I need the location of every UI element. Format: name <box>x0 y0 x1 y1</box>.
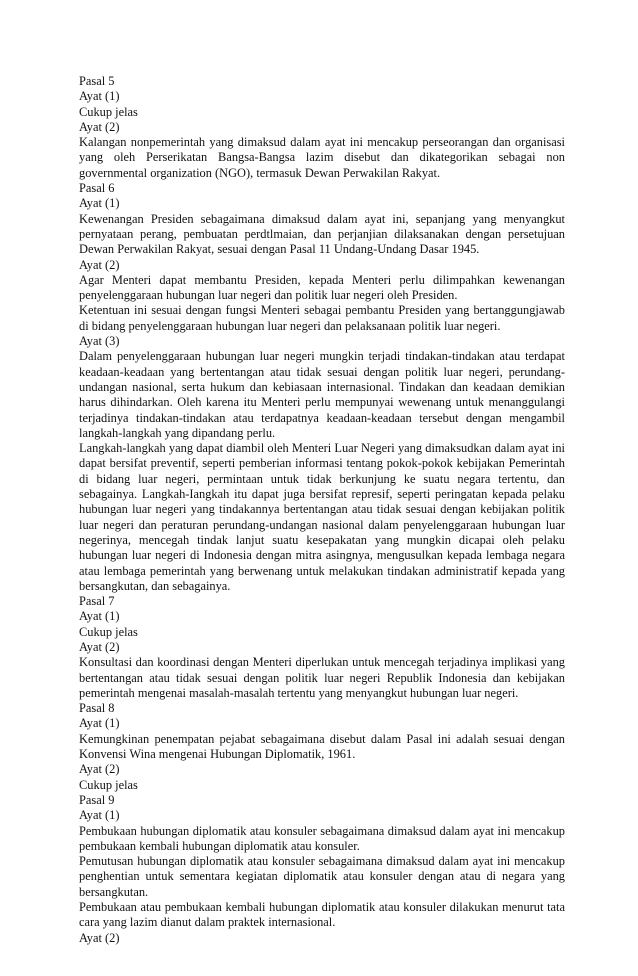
paragraph: Pembukaan atau pembukaan kembali hubungan diplomatik atau konsuler dilakukan menurut tata cara yang lazim dianut dalam praktek internasional. <box>79 900 565 930</box>
plain-text: Cukup jelas <box>79 104 138 119</box>
paragraph: Dalam penyelenggaraan hubungan luar negeri mungkin terjadi tindakan-tindakan atau terdapat keadaan-keadaan yang bertentangan atau tidak sesuai dengan politik luar negeri, perundang-undangan nasional, serta hukum dan kebiasaan internasional. Tindakan dan keadaan demikian harus dihindarkan. Oleh karena itu Menteri perlu mempunyai wewenang untuk menanggulangi terjadinya tindakan-tindakan atau terdapatnya keadaan-keadaan tersebut dengan mengambil langkah-langkah yang dipandang perlu. <box>79 349 565 440</box>
paragraph: Langkah-langkah yang dapat diambil oleh Menteri Luar Negeri yang dimaksudkan dalam ayat ini dapat bersifat preventif, seperti pemberian informasi tentang pokok-pokok kebijakan Pemerintah di bidang luar negeri, permintaan untuk tidak berkunjung ke suatu negara tertentu, dan sebagainya. Langkah-Iangkah itu dapat juga bersifat represif, seperti peringatan kepada pelaku hubungan luar negeri yang tindakannya bertentangan atau tidak sesuai dengan kebijakan politik luar negeri dan peraturan perundang-undangan nasional dalam penyelenggaraan hubungan luar negerinya, mencegah tindak lanjut suatu kesepakatan yang mungkin dicapai oleh pelaku hubungan luar negeri di Indonesia dengan mitra asingnya, mengusulkan kepada lembaga negara atau lembaga pemerintah yang berwenang untuk melakukan tindakan administratif kepada yang bersangkutan, dan sebagainya. <box>79 441 565 593</box>
section-heading: Ayat (2) <box>79 119 120 134</box>
section-heading: Ayat (1) <box>79 196 120 211</box>
document-body <box>79 74 565 946</box>
plain-text: Cukup jelas <box>79 777 138 792</box>
section-heading: Ayat (1) <box>79 716 120 731</box>
section-heading: Ayat (1) <box>79 89 120 104</box>
paragraph: Kalangan nonpemerintah yang dimaksud dalam ayat ini mencakup perseorangan dan organisasi yang oleh Perserikatan Bangsa-Bangsa lazim disebut dan dikategorikan sebagai non governmental organization (NGO), termasuk Dewan Perwakilan Rakyat. <box>79 135 565 180</box>
section-heading: Ayat (2) <box>79 639 120 654</box>
section-heading: Ayat (2) <box>79 930 120 945</box>
section-heading: Ayat (2) <box>79 762 120 777</box>
paragraph: Pembukaan hubungan diplomatik atau konsuler sebagaimana dimaksud dalam ayat ini mencakup pembukaan kembali hubungan diplomatik atau konsuler. <box>79 823 565 853</box>
paragraph: Agar Menteri dapat membantu Presiden, kepada Menteri perlu dilimpahkan kewenangan penyelenggaraan hubungan luar negeri dan politik luar negeri oleh Presiden. <box>79 272 565 303</box>
section-heading: Pasal 6 <box>79 181 115 196</box>
plain-text: Cukup jelas <box>79 624 138 639</box>
section-heading: Ayat (3) <box>79 334 120 349</box>
paragraph: Ketentuan ini sesuai dengan fungsi Menteri sebagai pembantu Presiden yang bertanggungjawab di bidang penyelenggaraan hubungan luar negeri dan pelaksanaan politik luar negeri. <box>79 303 565 333</box>
section-heading: Pasal 5 <box>79 74 115 88</box>
section-heading: Ayat (1) <box>79 609 120 624</box>
paragraph: Pemutusan hubungan diplomatik atau konsuler sebagaimana dimaksud dalam ayat ini mencakup penghentian untuk sementara kegiatan diplomatik atau konsuler dengan atau di negara yang bersangkutan. <box>79 854 565 899</box>
paragraph: Konsultasi dan koordinasi dengan Menteri diperlukan untuk mencegah terjadinya implikasi yang bertentangan atau tidak sesuai dengan politik luar negeri Republik Indonesia dan kebijakan pemerintah mengenai masalah-masalah tertentu yang menyangkut hubungan luar negeri. <box>79 655 565 700</box>
section-heading: Ayat (2) <box>79 257 120 272</box>
section-heading: Ayat (1) <box>79 808 120 823</box>
paragraph: Kemungkinan penempatan pejabat sebagaimana disebut dalam Pasal ini adalah sesuai dengan Konvensi Wina mengenai Hubungan Diplomatik, 1961. <box>79 731 565 762</box>
section-heading: Pasal 7 <box>79 594 115 609</box>
section-heading: Pasal 8 <box>79 701 115 716</box>
section-heading: Pasal 9 <box>79 792 115 807</box>
paragraph: Kewenangan Presiden sebagaimana dimaksud dalam ayat ini, sepanjang yang menyangkut pernyataan perang, pembuatan perdtlmaian, dan perjanjian dilaksanakan dengan persetujuan Dewan Perwakilan Rakyat, sesuai dengan Pasal 11 Undang-Undang Dasar 1945. <box>79 211 565 257</box>
